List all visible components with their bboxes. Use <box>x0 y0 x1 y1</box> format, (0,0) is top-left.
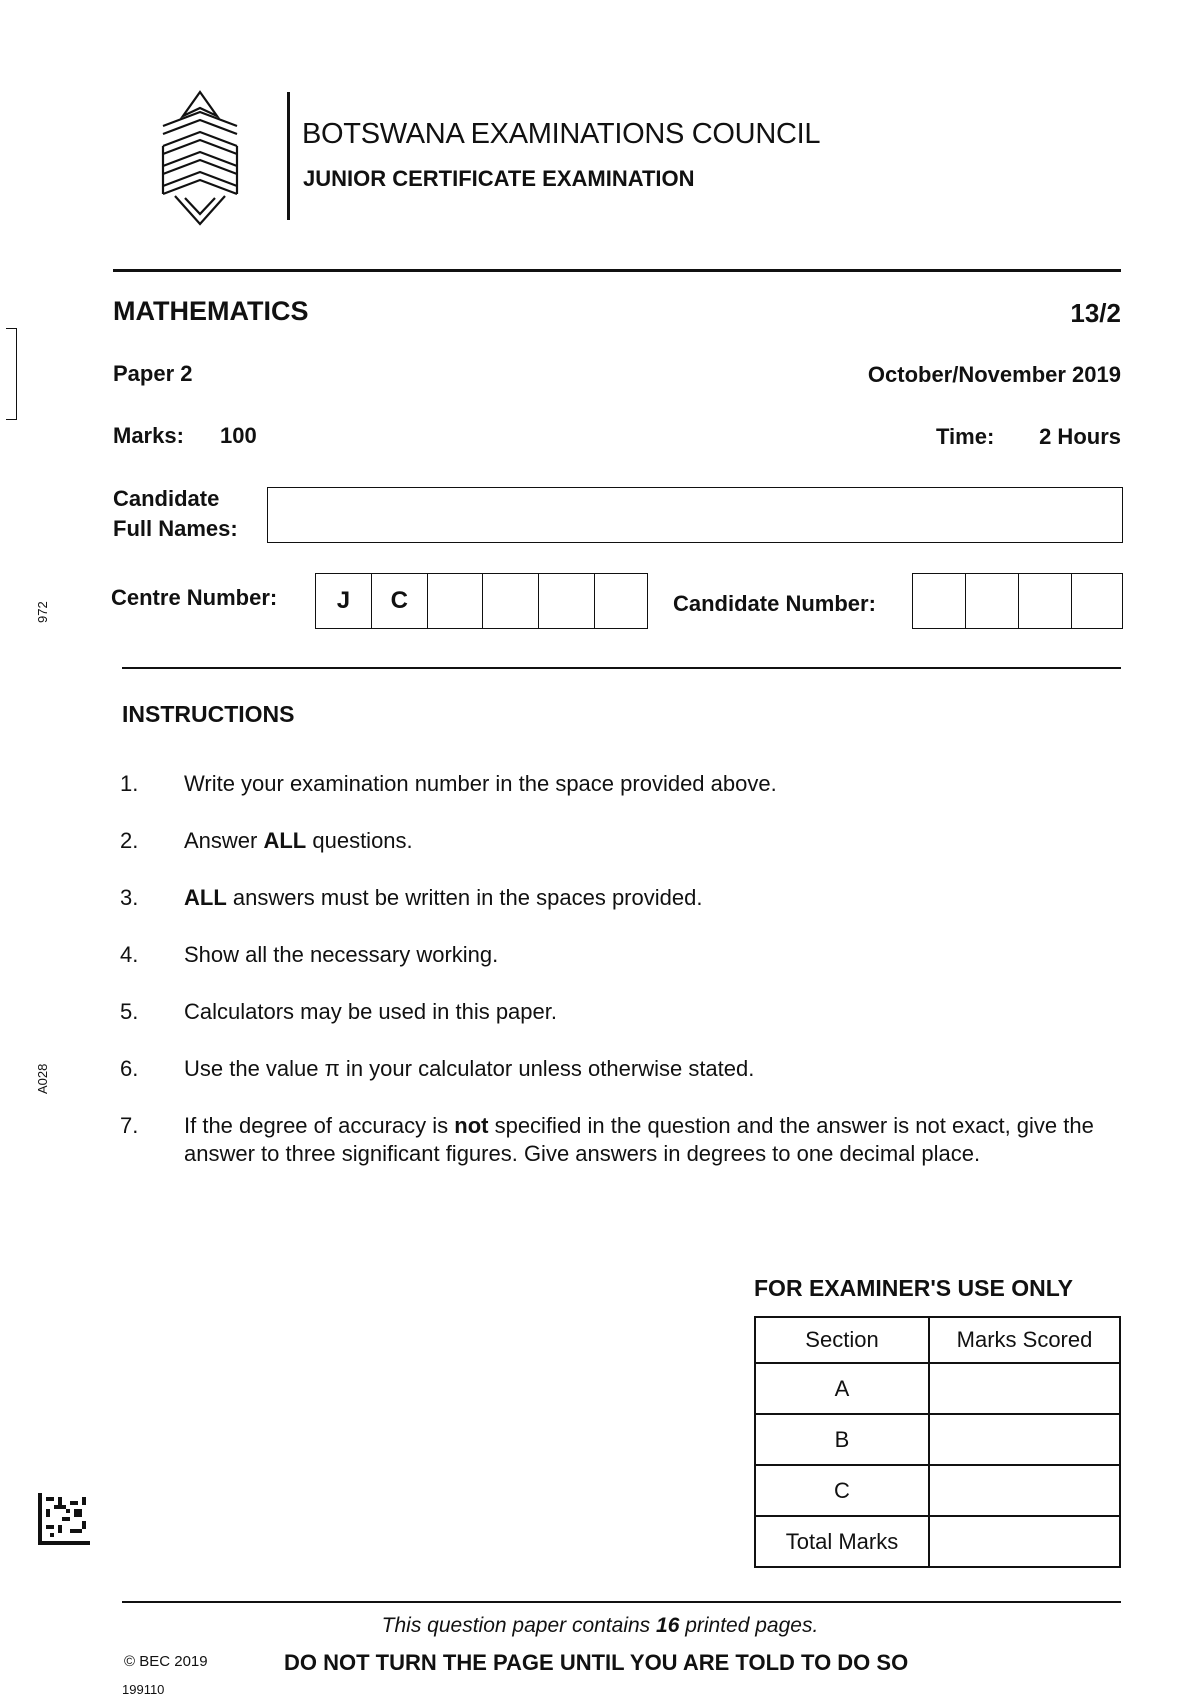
names-label <box>113 484 238 544</box>
binding-bracket <box>6 328 17 420</box>
instruction-item <box>120 1112 1124 1168</box>
instruction-number: 3. <box>120 885 139 910</box>
instruction-emphasis: not <box>454 1113 489 1138</box>
instruction-item <box>120 827 1124 855</box>
section-header: Section <box>755 1317 929 1363</box>
instruction-number: 2. <box>120 828 139 853</box>
instruction-text: Calculators may be used in this paper. <box>184 999 557 1024</box>
table-header-row <box>755 1317 1120 1363</box>
side-code-972 <box>35 601 57 638</box>
centre-number-boxes[interactable] <box>315 573 648 629</box>
section-cell: Total Marks <box>755 1516 929 1567</box>
instruction-text <box>184 827 1124 855</box>
council-name: BOTSWANA EXAMINATIONS COUNCIL <box>302 118 821 150</box>
candidate-number-boxes[interactable] <box>912 573 1123 629</box>
instruction-text <box>184 1112 1124 1168</box>
paper-code: 13/2 <box>1070 298 1121 328</box>
table-row <box>755 1465 1120 1516</box>
instruction-emphasis: ALL <box>184 885 227 910</box>
marks-label: Marks: <box>113 423 184 448</box>
instruction-item <box>120 884 1124 912</box>
centre-cell[interactable]: C <box>372 574 428 628</box>
instruction-item <box>120 998 1124 1026</box>
centre-cell[interactable] <box>428 574 484 628</box>
candidate-names-field[interactable] <box>267 487 1123 543</box>
marks-cell[interactable] <box>929 1414 1120 1465</box>
section-cell: C <box>755 1465 929 1516</box>
do-not-turn-warning: DO NOT TURN THE PAGE UNTIL YOU ARE TOLD TO DO SO <box>284 1650 909 1675</box>
candidate-number-label: Candidate Number: <box>673 591 876 616</box>
side-code-text: A028 <box>35 1063 50 1094</box>
page-count-note <box>0 1614 1200 1638</box>
datamatrix-code <box>38 1493 90 1545</box>
instruction-text: Write your examination number in the space provided above. <box>184 771 777 796</box>
instruction-text-part: Answer <box>184 828 264 853</box>
marks-cell[interactable] <box>929 1465 1120 1516</box>
time-value: 2 Hours <box>1039 424 1121 449</box>
instruction-text-part: If the degree of accuracy is <box>184 1113 455 1138</box>
centre-number-label: Centre Number: <box>111 585 278 610</box>
table-row <box>755 1516 1120 1567</box>
candidate-number-cell[interactable] <box>1072 574 1121 628</box>
paper-reference-code: 199110 <box>122 1682 165 1697</box>
top-rule <box>113 269 1121 272</box>
mid-rule <box>122 667 1121 669</box>
instruction-emphasis: ALL <box>263 828 307 853</box>
candidate-number-cell[interactable] <box>1019 574 1072 628</box>
page-count-number: 16 <box>656 1614 680 1637</box>
instruction-number: 5. <box>120 999 139 1024</box>
centre-cell[interactable] <box>483 574 539 628</box>
candidate-number-cell[interactable] <box>966 574 1019 628</box>
instruction-item <box>120 1055 1124 1083</box>
instruction-text-part: specified in the question and the answer is not exact, give the answer to three significant figures. Give answers in degrees to one decimal place. <box>184 1113 1094 1166</box>
instruction-number: 6. <box>120 1056 139 1081</box>
instruction-item <box>120 941 1124 969</box>
session: October/November 2019 <box>867 362 1121 387</box>
instruction-text-part: questions. <box>306 828 413 853</box>
table-row <box>755 1414 1120 1465</box>
time-label: Time: <box>936 424 995 449</box>
bec-logo <box>155 88 245 228</box>
exam-name: JUNIOR CERTIFICATE EXAMINATION <box>303 166 695 191</box>
instruction-number: 7. <box>120 1113 139 1138</box>
instruction-text-part: answers must be written in the spaces provided. <box>226 885 703 910</box>
examiner-marks-table <box>754 1316 1121 1568</box>
instruction-number: 1. <box>120 771 139 796</box>
page-count-text: This question paper contains <box>381 1614 657 1637</box>
instructions-title: INSTRUCTIONS <box>122 701 295 727</box>
copyright: © BEC 2019 <box>124 1653 208 1670</box>
page-count-text: printed pages. <box>679 1614 819 1637</box>
side-code-a028 <box>35 1063 65 1109</box>
instruction-text: Use the value π in your calculator unless otherwise stated. <box>184 1056 755 1081</box>
marks-cell[interactable] <box>929 1363 1120 1414</box>
marks-value: 100 <box>220 423 257 448</box>
candidate-number-cell[interactable] <box>913 574 966 628</box>
header-divider <box>287 92 290 220</box>
section-cell: A <box>755 1363 929 1414</box>
marks-cell[interactable] <box>929 1516 1120 1567</box>
centre-cell[interactable]: J <box>316 574 372 628</box>
centre-cell[interactable] <box>539 574 595 628</box>
table-row <box>755 1363 1120 1414</box>
names-label-line1: Candidate <box>113 486 220 511</box>
section-cell: B <box>755 1414 929 1465</box>
subject-title: MATHEMATICS <box>113 296 309 326</box>
instruction-number: 4. <box>120 942 139 967</box>
instruction-text: Show all the necessary working. <box>184 942 499 967</box>
footer-rule <box>122 1601 1121 1603</box>
centre-cell[interactable] <box>595 574 647 628</box>
instruction-text <box>184 884 1124 912</box>
names-label-line2: Full Names: <box>113 516 238 541</box>
paper-label: Paper 2 <box>113 361 193 386</box>
instruction-item <box>120 770 1124 798</box>
examiner-title: FOR EXAMINER'S USE ONLY <box>754 1275 1074 1301</box>
marks-scored-header: Marks Scored <box>929 1317 1120 1363</box>
side-code-text: 972 <box>35 601 50 623</box>
